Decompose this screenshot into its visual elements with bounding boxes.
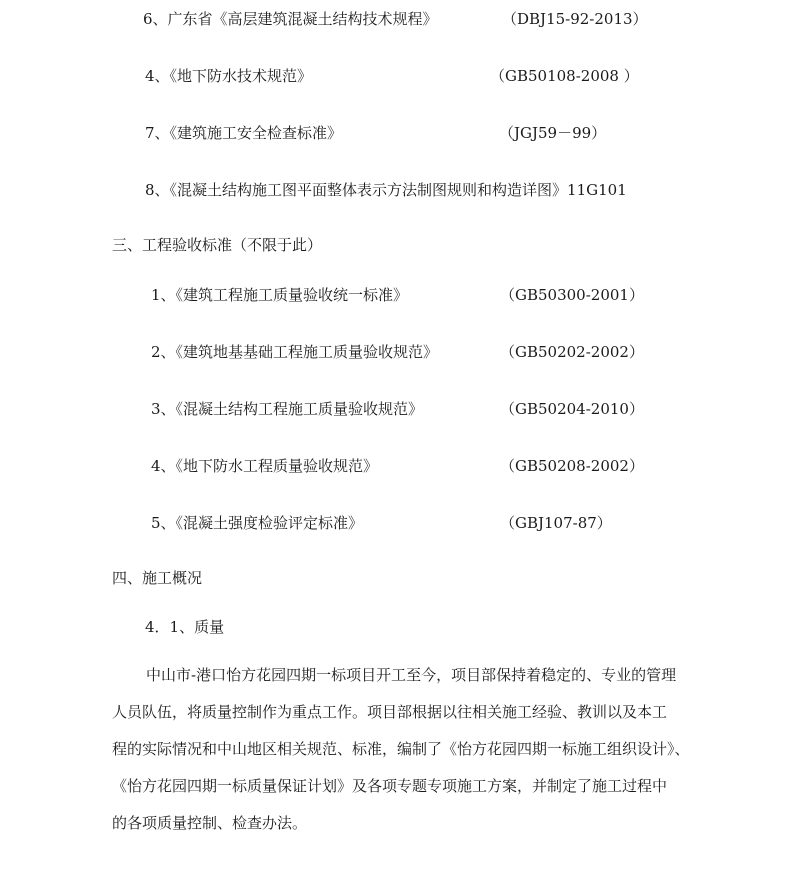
standard-code: （JGJ59－99） [499, 124, 607, 142]
standard-title: 4、《地下防水工程质量验收规范》 [151, 457, 379, 475]
subsection-heading: 4．1、质量 [145, 618, 225, 636]
paragraph-line: 《怡方花园四期一标质量保证计划》及各项专题专项施工方案，并制定了施工过程中 [112, 777, 668, 795]
standard-code: （DBJ15-92-2013） [502, 10, 648, 28]
section-heading: 三、工程验收标准（不限于此） [112, 236, 323, 254]
standard-code: （GB50208-2002） [500, 457, 644, 475]
standard-title: 7、《建筑施工安全检查标准》 [145, 124, 343, 142]
paragraph-line: 的各项质量控制、检查办法。 [112, 814, 308, 832]
standard-code: （GB50204-2010） [500, 400, 644, 418]
standard-title: 2、《建筑地基基础工程施工质量验收规范》 [151, 343, 439, 361]
paragraph-line: 人员队伍，将质量控制作为重点工作。项目部根据以往相关施工经验、教训以及本工 [112, 703, 668, 721]
paragraph-line: 程的实际情况和中山地区相关规范、标准，编制了《怡方花园四期一标施工组织设计》、 [112, 740, 690, 758]
standard-code: （GB50202-2002） [500, 343, 644, 361]
standard-code: （GBJ107-87） [500, 514, 612, 532]
standard-title: 8、《混凝土结构施工图平面整体表示方法制图规则和构造详图》11G101 [145, 181, 627, 199]
standard-title: 4、《地下防水技术规范》 [145, 67, 313, 85]
body-paragraph [112, 657, 712, 842]
section-heading: 四、施工概况 [112, 569, 203, 587]
standard-code: （GB50300-2001） [500, 286, 644, 304]
standard-title: 6、广东省《高层建筑混凝土结构技术规程》 [143, 10, 438, 28]
standard-title: 3、《混凝土结构工程施工质量验收规范》 [151, 400, 424, 418]
standard-title: 5、《混凝土强度检验评定标准》 [151, 514, 364, 532]
standard-code: （GB50108-2008 ） [490, 67, 639, 85]
paragraph-line: 中山市-港口怡方花园四期一标项目开工至今，项目部保持着稳定的、专业的管理 [146, 666, 677, 684]
standard-title: 1、《建筑工程施工质量验收统一标准》 [151, 286, 409, 304]
